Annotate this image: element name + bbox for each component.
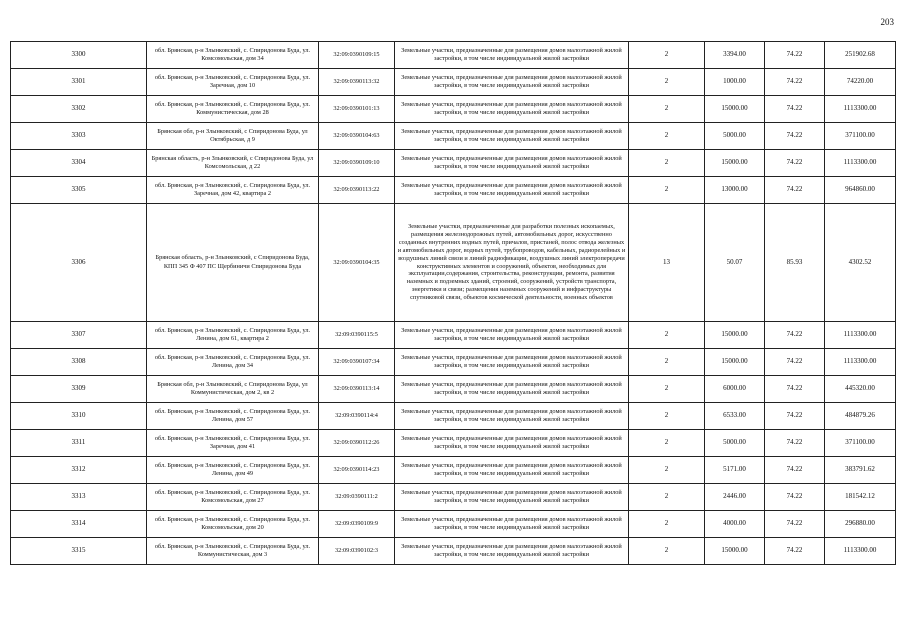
row-number: 3312 bbox=[11, 457, 147, 484]
group-code-cell: 2 bbox=[629, 484, 705, 511]
group-code-cell: 2 bbox=[629, 403, 705, 430]
row-number: 3307 bbox=[11, 322, 147, 349]
unit-value-cell: 74.22 bbox=[765, 349, 825, 376]
area-cell: 4000.00 bbox=[705, 511, 765, 538]
cadastral-value-cell: 1113300.00 bbox=[825, 322, 896, 349]
group-code-cell: 2 bbox=[629, 96, 705, 123]
address-cell: обл. Брянская, р-н Злынковский, с. Спиридонова Буда, ул. Комсомольская, дом 34 bbox=[147, 42, 319, 69]
cadastral-number-cell: 32:09:0390104:63 bbox=[319, 123, 395, 150]
land-use-cell: Земельные участки, предназначенные для размещения домов малоэтажной жилой застройки, в том числе индивидуальной жилой застройки bbox=[395, 123, 629, 150]
area-cell: 15000.00 bbox=[705, 538, 765, 565]
group-code-cell: 2 bbox=[629, 322, 705, 349]
group-code-cell: 2 bbox=[629, 69, 705, 96]
land-use-cell: Земельные участки, предназначенные для размещения домов малоэтажной жилой застройки, в том числе индивидуальной жилой застройки bbox=[395, 42, 629, 69]
table-row bbox=[11, 150, 896, 177]
cadastral-value-cell: 964860.00 bbox=[825, 177, 896, 204]
unit-value-cell: 74.22 bbox=[765, 484, 825, 511]
area-cell: 6533.00 bbox=[705, 403, 765, 430]
unit-value-cell: 74.22 bbox=[765, 177, 825, 204]
address-cell: обл. Брянская, р-н Злынковский, с. Спиридонова Буда, ул. Комсомольская, дом 27 bbox=[147, 484, 319, 511]
cadastral-value-cell: 484879.26 bbox=[825, 403, 896, 430]
cadastral-value-cell: 296880.00 bbox=[825, 511, 896, 538]
cadastral-value-cell: 383791.62 bbox=[825, 457, 896, 484]
address-cell: обл. Брянская, р-н Злынковский, с. Спиридонова Буда, ул. Коммунистическая, дом 28 bbox=[147, 96, 319, 123]
cadastral-value-cell: 371100.00 bbox=[825, 430, 896, 457]
row-number: 3306 bbox=[11, 204, 147, 322]
cadastral-number-cell: 32:09:0390114:4 bbox=[319, 403, 395, 430]
area-cell: 5171.00 bbox=[705, 457, 765, 484]
cadastral-number-cell: 32:09:0390109:10 bbox=[319, 150, 395, 177]
land-use-cell: Земельные участки, предназначенные для размещения домов малоэтажной жилой застройки, в том числе индивидуальной жилой застройки bbox=[395, 484, 629, 511]
land-use-cell: Земельные участки, предназначенные для размещения домов малоэтажной жилой застройки, в том числе индивидуальной жилой застройки bbox=[395, 177, 629, 204]
land-use-cell: Земельные участки, предназначенные для размещения домов малоэтажной жилой застройки, в том числе индивидуальной жилой застройки bbox=[395, 511, 629, 538]
cadastral-value-cell: 74220.00 bbox=[825, 69, 896, 96]
cadastral-number-cell: 32:09:0390109:15 bbox=[319, 42, 395, 69]
land-use-cell: Земельные участки, предназначенные для размещения домов малоэтажной жилой застройки, в том числе индивидуальной жилой застройки bbox=[395, 403, 629, 430]
area-cell: 5000.00 bbox=[705, 430, 765, 457]
cadastral-value-cell: 1113300.00 bbox=[825, 538, 896, 565]
cadastral-number-cell: 32:09:0390113:22 bbox=[319, 177, 395, 204]
table-row bbox=[11, 511, 896, 538]
unit-value-cell: 74.22 bbox=[765, 376, 825, 403]
table-row bbox=[11, 484, 896, 511]
address-cell: обл. Брянская, р-н Злынковский, с. Спиридонова Буда, ул. Комсомольская, дом 20 bbox=[147, 511, 319, 538]
area-cell: 15000.00 bbox=[705, 96, 765, 123]
group-code-cell: 2 bbox=[629, 123, 705, 150]
unit-value-cell: 74.22 bbox=[765, 457, 825, 484]
cadastral-number-cell: 32:09:0390114:23 bbox=[319, 457, 395, 484]
row-number: 3313 bbox=[11, 484, 147, 511]
address-cell: обл. Брянская, р-н Злынковский, с. Спиридонова Буда, ул. Ленина, дом 49 bbox=[147, 457, 319, 484]
cadastral-value-table bbox=[10, 41, 896, 565]
address-cell: обл. Брянская, р-н Злынковский, с. Спиридонова Буда, ул. Ленина, дом 57 bbox=[147, 403, 319, 430]
area-cell: 6000.00 bbox=[705, 376, 765, 403]
address-cell: обл. Брянская, р-н Злынковский, с. Спиридонова Буда, ул. Коммунистическая, дом 3 bbox=[147, 538, 319, 565]
table-body bbox=[11, 42, 896, 565]
unit-value-cell: 74.22 bbox=[765, 403, 825, 430]
address-cell: Брянская обл, р-н Злынковский, с Спиридонова Буда, ул Коммунистическая, дом 2, кв 2 bbox=[147, 376, 319, 403]
row-number: 3315 bbox=[11, 538, 147, 565]
address-cell: Брянская область, р-н Злынковский, с Спиридонова Буда, ул Комсомольская, д 22 bbox=[147, 150, 319, 177]
table-row bbox=[11, 204, 896, 322]
cadastral-number-cell: 32:09:0390104:35 bbox=[319, 204, 395, 322]
row-number: 3310 bbox=[11, 403, 147, 430]
land-use-cell: Земельные участки, предназначенные для размещения домов малоэтажной жилой застройки, в том числе индивидуальной жилой застройки bbox=[395, 457, 629, 484]
table-row bbox=[11, 403, 896, 430]
row-number: 3305 bbox=[11, 177, 147, 204]
table-row bbox=[11, 376, 896, 403]
cadastral-value-cell: 4302.52 bbox=[825, 204, 896, 322]
unit-value-cell: 74.22 bbox=[765, 123, 825, 150]
row-number: 3301 bbox=[11, 69, 147, 96]
group-code-cell: 2 bbox=[629, 42, 705, 69]
unit-value-cell: 74.22 bbox=[765, 96, 825, 123]
land-use-cell: Земельные участки, предназначенные для размещения домов малоэтажной жилой застройки, в том числе индивидуальной жилой застройки bbox=[395, 322, 629, 349]
page-number: 203 bbox=[880, 17, 894, 27]
cadastral-value-cell: 371100.00 bbox=[825, 123, 896, 150]
cadastral-value-cell: 1113300.00 bbox=[825, 150, 896, 177]
group-code-cell: 2 bbox=[629, 511, 705, 538]
table-row bbox=[11, 42, 896, 69]
cadastral-value-cell: 251902.68 bbox=[825, 42, 896, 69]
row-number: 3300 bbox=[11, 42, 147, 69]
group-code-cell: 2 bbox=[629, 376, 705, 403]
area-cell: 5000.00 bbox=[705, 123, 765, 150]
table-row bbox=[11, 123, 896, 150]
cadastral-number-cell: 32:09:0390112:26 bbox=[319, 430, 395, 457]
group-code-cell: 2 bbox=[629, 150, 705, 177]
address-cell: Брянская область, р-н Злынковский, с Спиридонова Буда, КПП 345 Ф 407 ПС Щербиничи Спиридонова Буда bbox=[147, 204, 319, 322]
cadastral-value-cell: 445320.00 bbox=[825, 376, 896, 403]
unit-value-cell: 74.22 bbox=[765, 150, 825, 177]
unit-value-cell: 74.22 bbox=[765, 511, 825, 538]
land-use-cell: Земельные участки, предназначенные для размещения домов малоэтажной жилой застройки, в том числе индивидуальной жилой застройки bbox=[395, 430, 629, 457]
cadastral-number-cell: 32:09:0390113:32 bbox=[319, 69, 395, 96]
cadastral-number-cell: 32:09:0390102:3 bbox=[319, 538, 395, 565]
cadastral-number-cell: 32:09:0390111:2 bbox=[319, 484, 395, 511]
address-cell: обл. Брянская, р-н Злынковский, с. Спиридонова Буда, ул. Заречная, дом 41 bbox=[147, 430, 319, 457]
cadastral-number-cell: 32:09:0390113:14 bbox=[319, 376, 395, 403]
area-cell: 1000.00 bbox=[705, 69, 765, 96]
address-cell: обл. Брянская, р-н Злынковский, с. Спиридонова Буда, ул. Ленина, дом 61, квартира 2 bbox=[147, 322, 319, 349]
table-row bbox=[11, 538, 896, 565]
row-number: 3314 bbox=[11, 511, 147, 538]
land-use-cell: Земельные участки, предназначенные для размещения домов малоэтажной жилой застройки, в том числе индивидуальной жилой застройки bbox=[395, 376, 629, 403]
unit-value-cell: 74.22 bbox=[765, 430, 825, 457]
address-cell: обл. Брянская, р-н Злынковский, с. Спиридонова Буда, ул. Заречная, дом 42, квартира 2 bbox=[147, 177, 319, 204]
land-use-cell: Земельные участки, предназначенные для размещения домов малоэтажной жилой застройки, в том числе индивидуальной жилой застройки bbox=[395, 349, 629, 376]
area-cell: 15000.00 bbox=[705, 322, 765, 349]
land-use-cell: Земельные участки, предназначенные для размещения домов малоэтажной жилой застройки, в том числе индивидуальной жилой застройки bbox=[395, 538, 629, 565]
table-row bbox=[11, 96, 896, 123]
cadastral-value-cell: 181542.12 bbox=[825, 484, 896, 511]
cadastral-number-cell: 32:09:0390109:9 bbox=[319, 511, 395, 538]
land-use-cell: Земельные участки, предназначенные для разработки полезных ископаемых, размещения железнодорожных путей, автомобильных дорог, искусственно созданных внутренних водных путей, причалов, пристаней, полос отвода железных и автомобильных дорог, водных путей, трубопроводов, кабельных, радиорелейных и воздушных линий связи и линий радиофикации, воздушных линий электропередачи конструктивных элементов и сооружений, объектов, необходимых для эксплуатации,содержания, строительства, реконструкции, ремонта, развития наземных и подземных зданий, строений, сооружений, устройств транспорта, энергетики и связи; размещения наземных сооружений и инфраструктуры спутниковой связи, объектов космической деятельности, военных объектов bbox=[395, 204, 629, 322]
unit-value-cell: 74.22 bbox=[765, 42, 825, 69]
unit-value-cell: 74.22 bbox=[765, 538, 825, 565]
table-row bbox=[11, 430, 896, 457]
row-number: 3311 bbox=[11, 430, 147, 457]
table-row bbox=[11, 349, 896, 376]
address-cell: обл. Брянская, р-н Злынковский, с. Спиридонова Буда, ул. Ленина, дом 34 bbox=[147, 349, 319, 376]
area-cell: 3394.00 bbox=[705, 42, 765, 69]
address-cell: Брянская обл, р-н Злынковский, с Спиридонова Буда, ул Октябрьская, д 9 bbox=[147, 123, 319, 150]
group-code-cell: 2 bbox=[629, 430, 705, 457]
area-cell: 50.07 bbox=[705, 204, 765, 322]
address-cell: обл. Брянская, р-н Злынковский, с. Спиридонова Буда, ул. Заречная, дом 10 bbox=[147, 69, 319, 96]
cadastral-value-cell: 1113300.00 bbox=[825, 96, 896, 123]
row-number: 3302 bbox=[11, 96, 147, 123]
land-use-cell: Земельные участки, предназначенные для размещения домов малоэтажной жилой застройки, в том числе индивидуальной жилой застройки bbox=[395, 69, 629, 96]
group-code-cell: 2 bbox=[629, 349, 705, 376]
row-number: 3308 bbox=[11, 349, 147, 376]
table-row bbox=[11, 322, 896, 349]
group-code-cell: 2 bbox=[629, 457, 705, 484]
group-code-cell: 2 bbox=[629, 177, 705, 204]
row-number: 3304 bbox=[11, 150, 147, 177]
area-cell: 13000.00 bbox=[705, 177, 765, 204]
area-cell: 15000.00 bbox=[705, 349, 765, 376]
cadastral-number-cell: 32:09:0390107:34 bbox=[319, 349, 395, 376]
row-number: 3303 bbox=[11, 123, 147, 150]
row-number: 3309 bbox=[11, 376, 147, 403]
table-row bbox=[11, 69, 896, 96]
unit-value-cell: 74.22 bbox=[765, 69, 825, 96]
unit-value-cell: 74.22 bbox=[765, 322, 825, 349]
table-row bbox=[11, 457, 896, 484]
cadastral-number-cell: 32:09:0390101:13 bbox=[319, 96, 395, 123]
group-code-cell: 2 bbox=[629, 538, 705, 565]
cadastral-number-cell: 32:09:0390115:5 bbox=[319, 322, 395, 349]
cadastral-value-cell: 1113300.00 bbox=[825, 349, 896, 376]
table-row bbox=[11, 177, 896, 204]
area-cell: 2446.00 bbox=[705, 484, 765, 511]
land-use-cell: Земельные участки, предназначенные для размещения домов малоэтажной жилой застройки, в том числе индивидуальной жилой застройки bbox=[395, 150, 629, 177]
land-use-cell: Земельные участки, предназначенные для размещения домов малоэтажной жилой застройки, в том числе индивидуальной жилой застройки bbox=[395, 96, 629, 123]
unit-value-cell: 85.93 bbox=[765, 204, 825, 322]
group-code-cell: 13 bbox=[629, 204, 705, 322]
area-cell: 15000.00 bbox=[705, 150, 765, 177]
